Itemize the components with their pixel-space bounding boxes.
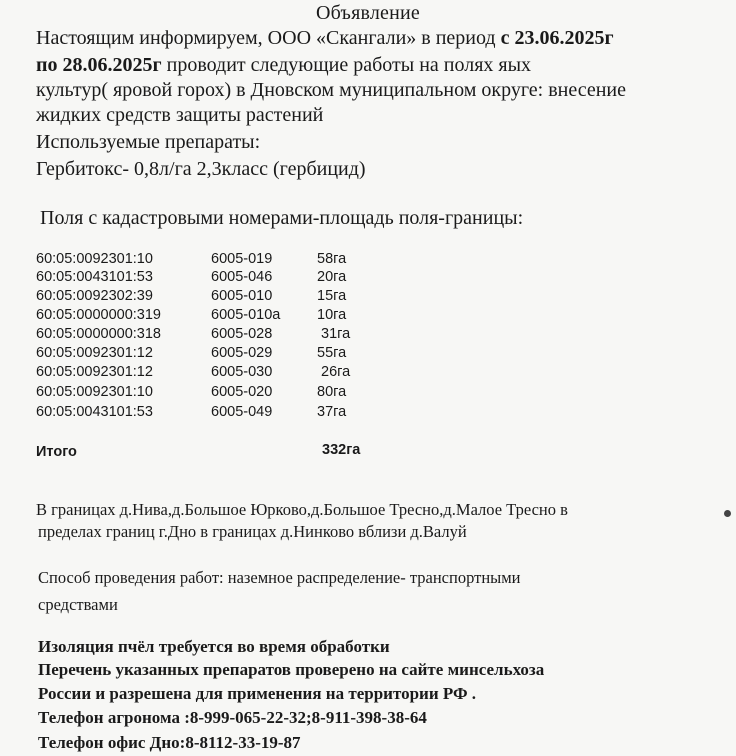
field-number: 6005-029: [211, 345, 273, 361]
cadastral-number: 60:05:0000000:318: [36, 326, 161, 342]
boundaries-line-2: пределах границ г.Дно в границах д.Нинково вблизи д.Валуй: [38, 522, 467, 541]
cadastral-number: 60:05:0043101:53: [36, 269, 153, 285]
cadastral-number: 60:05:0092301:12: [36, 345, 153, 361]
field-number: 6005-010: [211, 288, 273, 304]
intro-line-2-text: проводит следующие работы на полях яых: [161, 54, 532, 76]
cadastral-number: 60:05:0092301:10: [36, 251, 153, 267]
total-value: 332га: [322, 442, 361, 458]
intro-line-4: жидких средств защиты растений: [36, 104, 324, 126]
cadastral-number: 60:05:0092301:12: [36, 364, 153, 380]
field-number: 6005-030: [211, 364, 273, 380]
cadastral-number: 60:05:0092302:39: [36, 288, 153, 304]
intro-line-1: [36, 27, 614, 50]
field-area: 55га: [317, 345, 347, 361]
field-number: 6005-010а: [211, 307, 281, 323]
field-area: 10га: [317, 307, 347, 323]
method-line-1: Способ проведения работ: наземное распределение- транспортными: [38, 568, 521, 587]
preparations-heading: Используемые препараты:: [36, 131, 261, 153]
cadastral-number: 60:05:0092301:10: [36, 384, 153, 400]
intro-line-2: [36, 54, 531, 77]
field-number: 6005-020: [211, 384, 273, 400]
period-start: с 23.06.2025г: [500, 27, 614, 49]
notes-line-2: Перечень указанных препаратов проверено на сайте минсельхоза: [38, 660, 545, 679]
field-area: 80га: [317, 384, 347, 400]
cadastral-number: 60:05:0043101:53: [36, 404, 153, 420]
agronomist-phone: Телефон агронома :8-999-065-22-32;8-911-398-38-64: [38, 708, 427, 727]
period-end: по 28.06.2025г: [36, 54, 162, 76]
intro-line-1-text: Настоящим информируем, ООО «Скангали» в период: [36, 27, 501, 49]
method-line-2: средствами: [38, 595, 118, 614]
field-number: 6005-019: [211, 251, 273, 267]
field-area: 20га: [317, 269, 347, 285]
fields-heading: Поля с кадастровыми номерами-площадь поля-границы:: [40, 207, 524, 229]
field-area: 58га: [317, 251, 347, 267]
notes-line-1: Изоляция пчёл требуется во время обработки: [38, 637, 390, 656]
preparation-item: Гербитокс- 0,8л/га 2,3класс (гербицид): [36, 158, 366, 180]
total-label: Итого: [36, 444, 77, 460]
field-number: 6005-028: [211, 326, 273, 342]
field-number: 6005-046: [211, 269, 273, 285]
notes-line-3: России и разрешена для применения на территории РФ .: [38, 684, 477, 703]
office-phone: Телефон офис Дно:8-8112-33-19-87: [38, 733, 301, 752]
field-number: 6005-049: [211, 404, 273, 420]
field-area: 26га: [321, 364, 351, 380]
field-area: 31га: [321, 326, 351, 342]
field-area: 37га: [317, 404, 347, 420]
announcement-title: Объявление: [316, 2, 420, 24]
boundaries-line-1: В границах д.Нива,д.Большое Юрково,д.Большое Тресно,д.Малое Тресно в: [36, 500, 568, 519]
intro-line-3: культур( яровой горох) в Дновском муниципальном округе: внесение: [36, 79, 627, 101]
field-area: 15га: [317, 288, 347, 304]
cadastral-number: 60:05:0000000:319: [36, 307, 161, 323]
scan-dot: [724, 510, 731, 517]
